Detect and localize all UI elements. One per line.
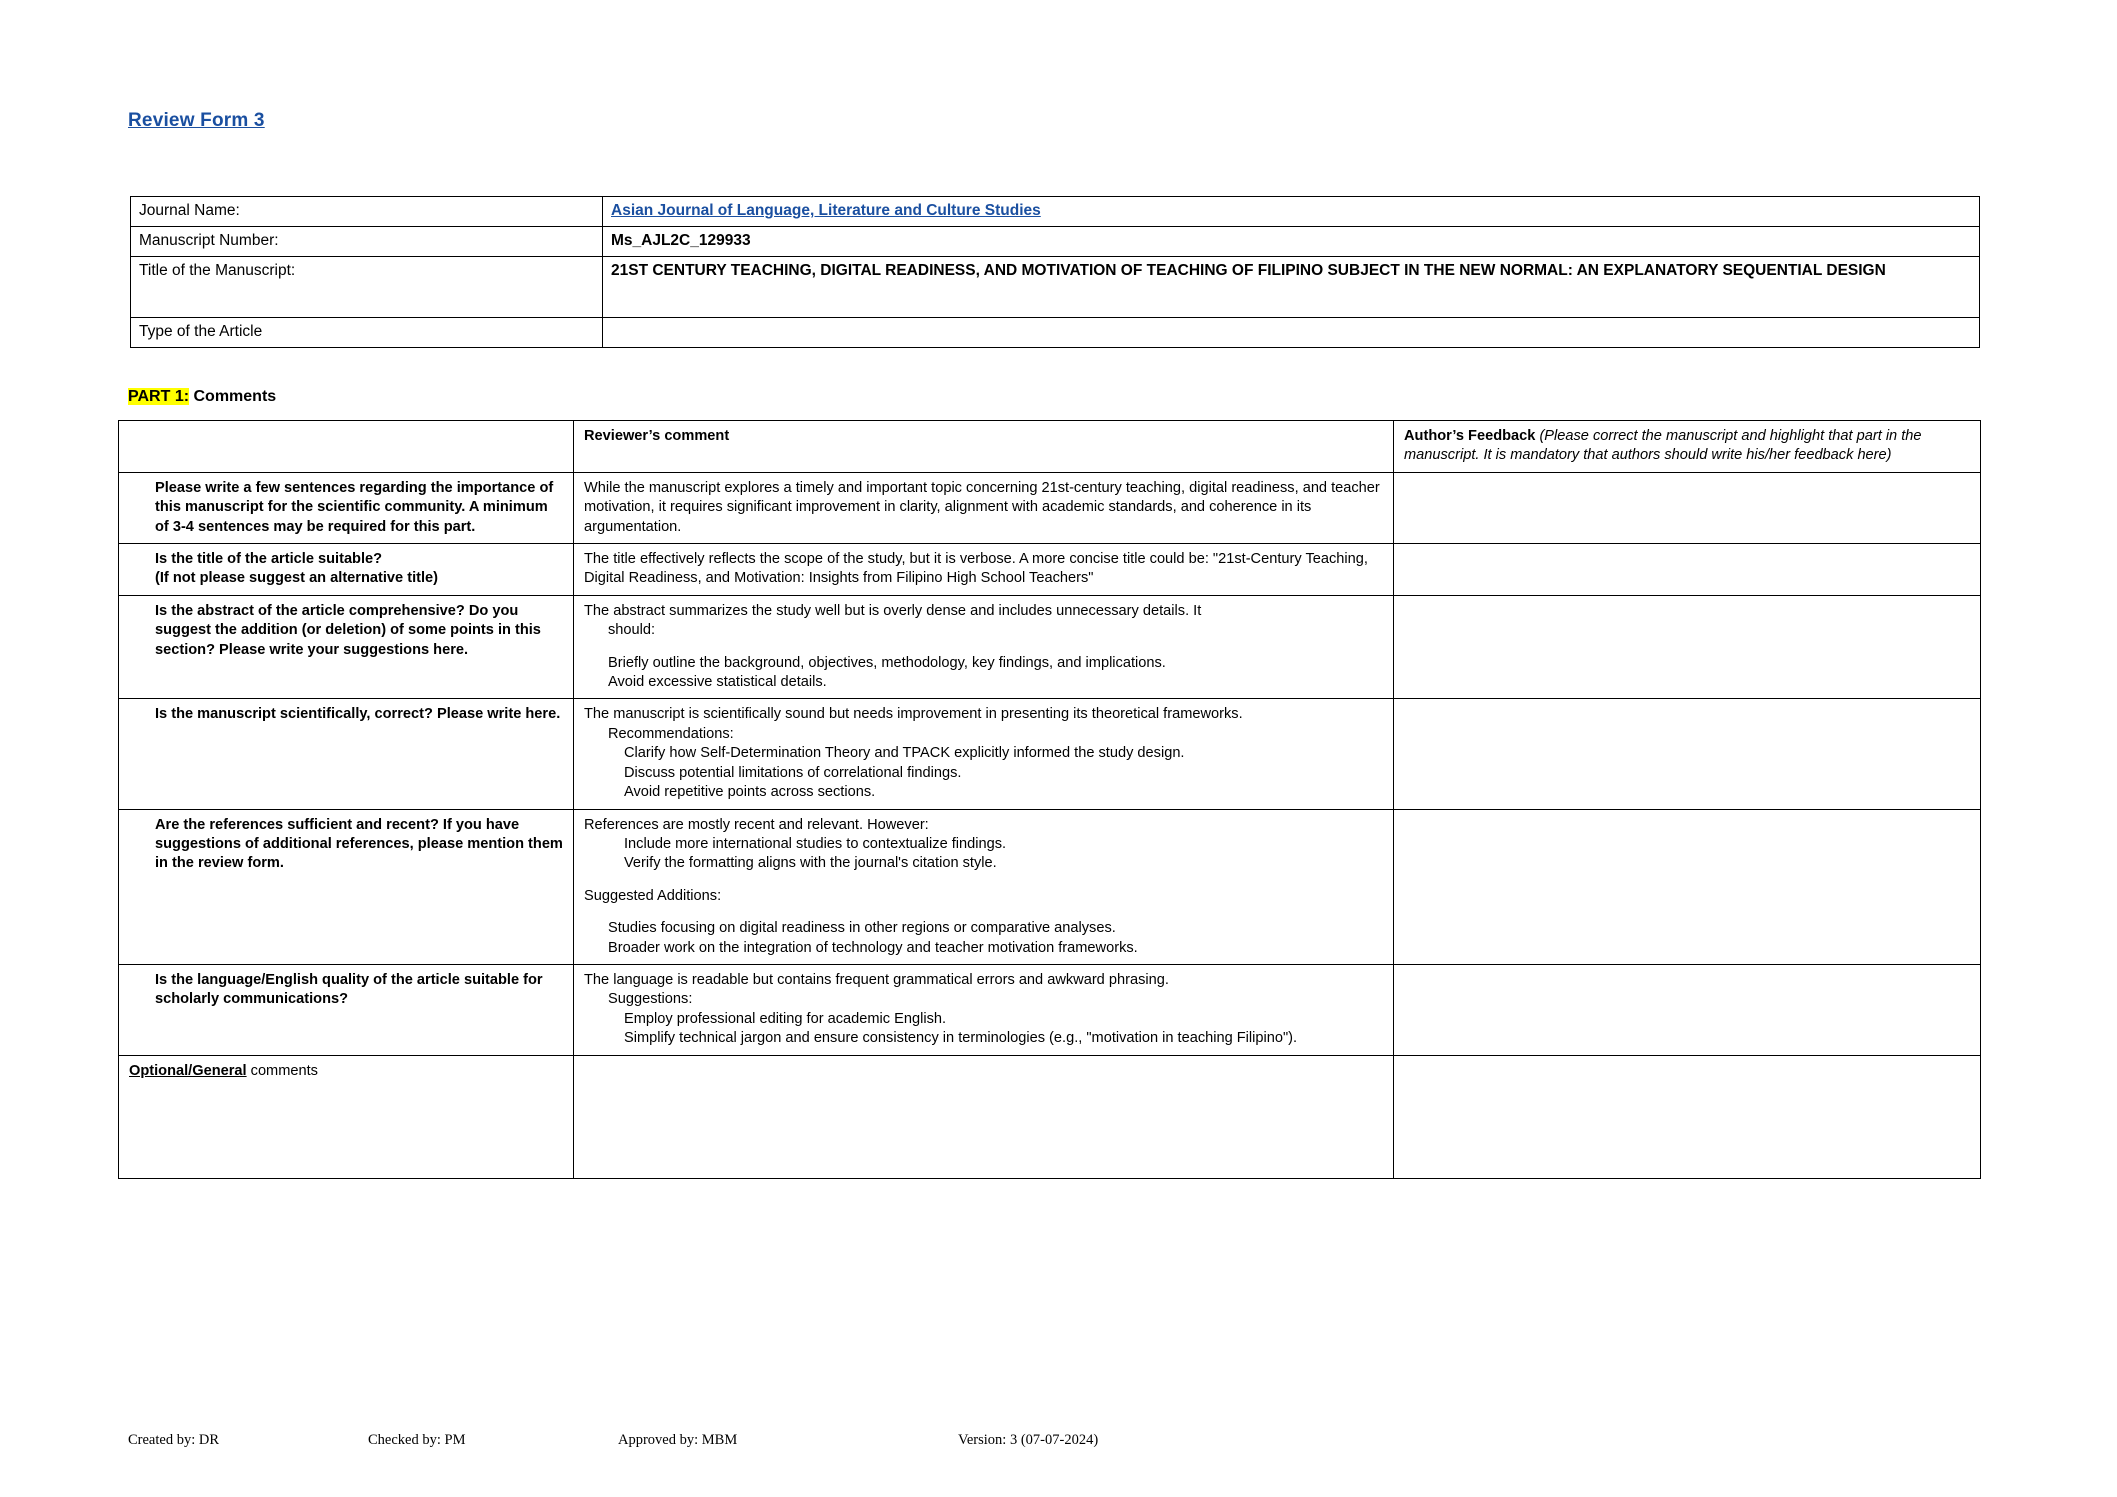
page-title: Review Form 3 — [128, 110, 265, 131]
comment-line: Verify the formatting aligns with the journal's citation style. — [624, 855, 997, 872]
question-title-main: Is the title of the article suitable? — [155, 551, 383, 568]
comment-line: Suggestions: — [608, 991, 693, 1008]
article-type-value[interactable] — [603, 317, 1980, 347]
footer-checked-by: Checked by: PM — [368, 1432, 466, 1448]
manuscript-title-label: Title of the Manuscript: — [131, 256, 603, 317]
comment-line: Discuss potential limitations of correlational findings. — [624, 764, 962, 781]
author-feedback-language[interactable] — [1394, 964, 1981, 1055]
table-row — [131, 197, 1980, 227]
comment-line: References are mostly recent and relevant. However: — [584, 816, 929, 833]
comment-line: Suggested Additions: — [584, 887, 722, 904]
manuscript-number-label: Manuscript Number: — [131, 226, 603, 256]
reviewer-comment-references — [574, 809, 1394, 964]
article-type-label: Type of the Article — [131, 317, 603, 347]
optional-author-feedback[interactable] — [1394, 1055, 1981, 1178]
comment-line: The language is readable but contains frequent grammatical errors and awkward phrasing. — [584, 971, 1169, 988]
author-feedback-references[interactable] — [1394, 809, 1981, 964]
table-row — [119, 809, 1981, 964]
reviewer-comment-importance — [574, 472, 1394, 543]
comment-line: Simplify technical jargon and ensure consistency in terminologies (e.g., "motivation in teaching Filipino"). — [624, 1030, 1298, 1047]
header-reviewer-comment: Reviewer’s comment — [574, 421, 1394, 473]
comment-line: Employ professional editing for academic English. — [624, 1010, 947, 1027]
comment-line: Avoid repetitive points across sections. — [624, 784, 876, 801]
journal-name-label: Journal Name: — [131, 197, 603, 227]
question-importance: Please write a few sentences regarding the importance of this manuscript for the scientific community. A minimum of 3-4 sentences may be required for this part. — [119, 472, 574, 543]
question-title-suitable — [119, 544, 574, 596]
author-feedback-importance[interactable] — [1394, 472, 1981, 543]
comment-line: should: — [608, 622, 656, 639]
table-row — [119, 544, 1981, 596]
manuscript-title-value: 21ST CENTURY TEACHING, DIGITAL READINESS, AND MOTIVATION OF TEACHING OF FILIPINO SUBJECT IN THE NEW NORMAL: AN EXPLANATORY SEQUENTIAL DESIGN — [603, 256, 1980, 317]
table-row — [119, 472, 1981, 543]
manuscript-number-value: Ms_AJL2C_129933 — [603, 226, 1980, 256]
footer-created-by: Created by: DR — [128, 1432, 220, 1448]
comment-line: The title effectively reflects the scope of the study, but it is verbose. A more concise title could be: "21st-Century Teaching, Digital Readiness, and Motivation: Insights from Filipino High School Teachers" — [584, 551, 1368, 587]
reviewer-comment-language — [574, 964, 1394, 1055]
comment-line: The abstract summarizes the study well but is overly dense and includes unnecessary details. It — [584, 602, 1202, 619]
question-abstract: Is the abstract of the article comprehensive? Do you suggest the addition (or deletion) of some points in this section? Please write your suggestions here. — [119, 595, 574, 699]
author-feedback-abstract[interactable] — [1394, 595, 1981, 699]
question-title-sub: (If not please suggest an alternative title) — [155, 570, 439, 587]
document-footer — [128, 1432, 1978, 1449]
optional-general-rest: comments — [246, 1062, 318, 1079]
comment-line: The manuscript is scientifically sound but needs improvement in presenting its theoretical frameworks. — [584, 706, 1243, 723]
comment-line: Studies focusing on digital readiness in other regions or comparative analyses. — [608, 920, 1116, 937]
header-author-feedback-bold: Author’s Feedback — [1404, 428, 1540, 444]
optional-reviewer-comment[interactable] — [574, 1055, 1394, 1178]
table-row — [131, 256, 1980, 317]
manuscript-info-table — [130, 196, 1980, 348]
comments-table — [118, 420, 1981, 1179]
table-row — [131, 317, 1980, 347]
comment-spacer — [584, 906, 1385, 919]
reviewer-comment-abstract — [574, 595, 1394, 699]
comment-line: Broader work on the integration of technology and teacher motivation frameworks. — [608, 939, 1138, 956]
footer-approved-by: Approved by: MBM — [618, 1432, 738, 1448]
comment-line: Recommendations: — [608, 725, 734, 742]
comment-line: Avoid excessive statistical details. — [608, 674, 827, 691]
part1-heading — [128, 388, 276, 406]
header-blank-cell — [119, 421, 574, 473]
table-row — [119, 595, 1981, 699]
footer-version: Version: 3 (07-07-2024) — [958, 1432, 1099, 1448]
table-row — [131, 226, 1980, 256]
reviewer-comment-scientific — [574, 699, 1394, 809]
table-row — [119, 699, 1981, 809]
question-scientific-correct: Is the manuscript scientifically, correct? Please write here. — [119, 699, 574, 809]
header-author-feedback — [1394, 421, 1981, 473]
author-feedback-title[interactable] — [1394, 544, 1981, 596]
optional-general-label — [119, 1055, 574, 1178]
comment-line: Include more international studies to contextualize findings. — [624, 835, 1007, 852]
table-header-row — [119, 421, 1981, 473]
table-row — [119, 1055, 1981, 1178]
header-author-feedback-note: (Please correct the manuscript and highlight that part in the manuscript. It is mandatory that authors should write his/her feedback here) — [1404, 428, 1922, 464]
part1-label: Comments — [189, 388, 277, 405]
reviewer-comment-title — [574, 544, 1394, 596]
comment-line: While the manuscript explores a timely and important topic concerning 21st-century teaching, digital readiness, and teacher motivation, it requires significant improvement in clarity, alignment with academic standards, and coherence in its argumentation. — [584, 479, 1380, 535]
comment-line: Clarify how Self-Determination Theory and TPACK explicitly informed the study design. — [624, 745, 1185, 762]
comment-spacer — [584, 874, 1385, 887]
question-language-quality: Is the language/English quality of the article suitable for scholarly communications? — [119, 964, 574, 1055]
table-row — [119, 964, 1981, 1055]
part1-tag: PART 1: — [128, 388, 190, 405]
question-references: Are the references sufficient and recent? If you have suggestions of additional references, please mention them in the review form. — [119, 809, 574, 964]
author-feedback-scientific[interactable] — [1394, 699, 1981, 809]
comment-spacer — [584, 641, 1385, 654]
optional-general-underline: Optional/General — [129, 1062, 247, 1079]
comment-line: Briefly outline the background, objectives, methodology, key findings, and implications. — [608, 654, 1166, 671]
journal-name-value[interactable]: Asian Journal of Language, Literature and Culture Studies — [603, 197, 1980, 227]
